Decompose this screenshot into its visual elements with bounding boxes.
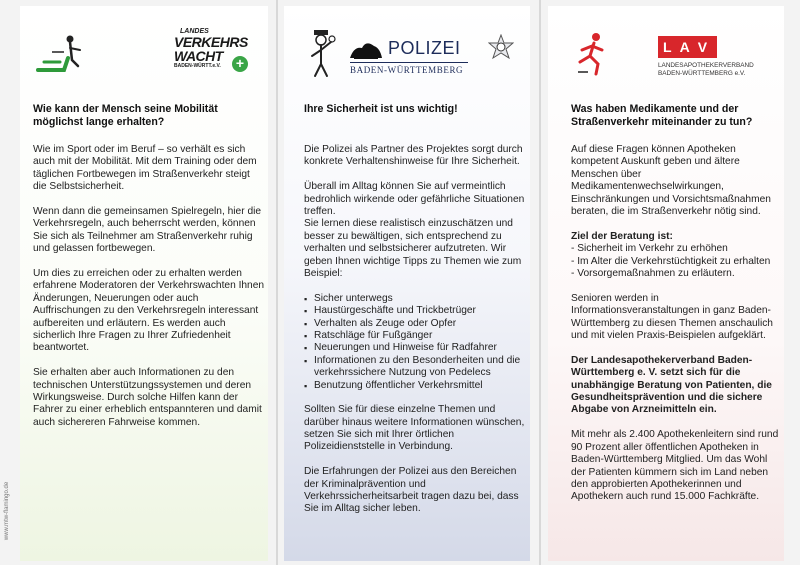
side-url: [6, 478, 16, 550]
panel1-paragraph: Wie im Sport oder im Beruf – so verhält es sich auch mit der Mobilität. Mit dem Training oder dem täglichen Fortbewegen im Straßenverkehr steigt die Selbstsicherheit.: [33, 144, 257, 193]
polizei-wordmark: POLIZEI: [388, 38, 461, 58]
polizei-subtitle: BADEN-WÜRTTEMBERG: [350, 62, 468, 75]
police-officer-icon: [304, 28, 338, 78]
panel2-paragraph: Sie lernen diese realistisch einzuschätzen und besser zu bewältigen, sich entsprechend zu verhalten und selbstsicherer aufzutreten. Wir geben Ihnen wichtige Tipps zu Themen wie zum Beispiel:: [304, 218, 522, 280]
lav-letter-box: [658, 36, 717, 58]
panel1-heading: Wie kann der Mensch seine Mobilität möglichst lange erhalten?: [33, 103, 218, 128]
panel2-body: [304, 144, 526, 528]
panel3-paragraph: Mit mehr als 2.400 Apothekenleitern sind rund 90 Prozent aller öffentlichen Apotheken in Baden-Württemberg Mitglied. Um das Wohl der Patienten kümmern sich im Land neben den approbierten Apothekerinnen und Apothekern auch rund 15.000 Fachkräfte.: [571, 429, 779, 503]
panel2-paragraph: Überall im Alltag können Sie auf vermeintlich bedrohlich wirkende oder gefährliche Situationen treffen.: [304, 181, 525, 218]
goal-item: - Vorsorgemaßnahmen zu erläutern.: [571, 268, 735, 280]
list-item: ▪ Haustürgeschäfte und Trickbetrüger: [304, 305, 526, 317]
panel1-logos: [34, 28, 258, 84]
list-item: ▪ Verhalten als Zeuge oder Opfer: [304, 318, 526, 330]
panel3-heading: Was haben Medikamente und der Straßenverkehr miteinander zu tun?: [571, 103, 753, 128]
lav-letter: L: [663, 39, 677, 55]
fold-crease-right: [539, 0, 541, 565]
logo-baden-wuertt: BADEN-WÜRTT.e.V.: [174, 63, 221, 69]
panel3-body: [571, 144, 782, 516]
logo-verkehrs: VERKEHRS: [174, 34, 248, 50]
fold-crease-left: [276, 0, 278, 565]
panel1-paragraph: Wenn dann die gemeinsamen Spielregeln, hier die Verkehrsregeln, auch beherrscht werden, können Sie sich als Teilnehmer am Straßenverkehr ruhig und gelassen fortbewegen.: [33, 206, 262, 255]
list-item: ▪ Sicher unterwegs: [304, 293, 526, 305]
panel-polizei: [284, 6, 530, 561]
list-item: ▪ Informationen zu den Besonderheiten und die verkehrssichere Nutzung von Pedelecs: [304, 355, 526, 380]
panel2-logos: [304, 28, 514, 84]
panel-verkehrswacht: [20, 6, 268, 561]
logo-wacht: WACHT: [174, 48, 223, 64]
police-star-badge-icon: [488, 34, 514, 64]
list-item: ▪ Ratschläge für Fußgänger: [304, 330, 526, 342]
lav-name-line1: LANDESAPOTHEKERVERBAND: [658, 62, 754, 69]
panel1-body: [33, 144, 265, 442]
panel3-paragraph: Auf diese Fragen können Apotheken kompetent Auskunft geben und ältere Menschen über Medikamentenwechselwirkungen, Einschränkungen und Vorsichtsmaßnahmen beraten, die im Straßenverkehr nötig sind.: [571, 144, 771, 218]
green-cross-icon: +: [232, 56, 248, 72]
panel3-logos: [572, 28, 778, 84]
side-url-text: www.mtw-flamingo.de: [4, 481, 11, 541]
lav-logo: [658, 36, 778, 78]
logo-landes: LANDES: [180, 28, 209, 35]
lav-letter: V: [697, 39, 713, 55]
panel2-topic-list: [304, 293, 526, 392]
panel3-paragraph: Senioren werden in Informationsveranstaltungen in ganz Baden-Württemberg zu diesen Themen anschaulich und mit vielen Praxis-Beispielen aufgeklärt.: [571, 292, 773, 342]
panel2-paragraph: Die Polizei als Partner des Projektes sorgt durch konkrete Verhaltenshinweise für Ihre Sicherheit.: [304, 144, 523, 168]
goal-title: Ziel der Beratung ist:: [571, 230, 673, 242]
panel2-paragraph: Sollten Sie für diese einzelne Themen und darüber hinaus weitere Informationen wünschen, setzen Sie sich mit Ihrer örtlichen Polizeidienststelle in Verbindung.: [304, 404, 525, 453]
list-item: ▪ Benutzung öffentlicher Verkehrsmittel: [304, 380, 526, 392]
list-item: ▪ Neuerungen und Hinweise für Radfahrer: [304, 342, 526, 354]
lav-letter: A: [679, 39, 695, 55]
panel2-heading: Ihre Sicherheit ist uns wichtig!: [304, 103, 458, 115]
runner-icon: [572, 32, 612, 76]
goal-item: - Sicherheit im Verkehr zu erhöhen: [571, 243, 728, 255]
panel-lav: [548, 6, 784, 561]
panel1-paragraph: Sie erhalten aber auch Informationen zu den technischen Unterstützungssystemen und deren Wirkungsweise. Durch solche Hilfen kann der Fahrer zu einer erheblich entspannteren und damit auch sichereren Fahrweise kommen.: [33, 367, 262, 428]
panel1-paragraph: Um dies zu erreichen oder zu erhalten werden erfahrene Moderatoren der Verkehrswachten Ihnen Änderungen, Neuerungen oder auch Auffrischungen zu den Verkehrsregeln interessant aufbereiten und erläutern. Es werden auch sicherlich Ihre Fragen zu Ihrer Zufriedenheit beantwortet.: [33, 268, 265, 354]
goal-item: - Im Alter die Verkehrstüchtigkeit zu erhalten: [571, 255, 771, 267]
panel2-paragraph: Die Erfahrungen der Polizei aus den Bereichen der Kriminalprävention und Verkehrssicherheitsarbeit tragen dazu bei, dass Sie im Alltag sicher leben.: [304, 466, 519, 515]
lav-name-line2: BADEN-WÜRTTEMBERG e.V.: [658, 70, 746, 77]
verkehrswacht-logo: [174, 28, 252, 80]
panel3-bold-paragraph: Der Landesapothekerverband Baden-Württemberg e. V. setzt sich für die unabhängige Beratung von Patienten, die Gesundheitsprävention und die sichere Abgabe von Arzneimitteln ein.: [571, 354, 772, 416]
senior-driver-icon: [34, 32, 86, 76]
